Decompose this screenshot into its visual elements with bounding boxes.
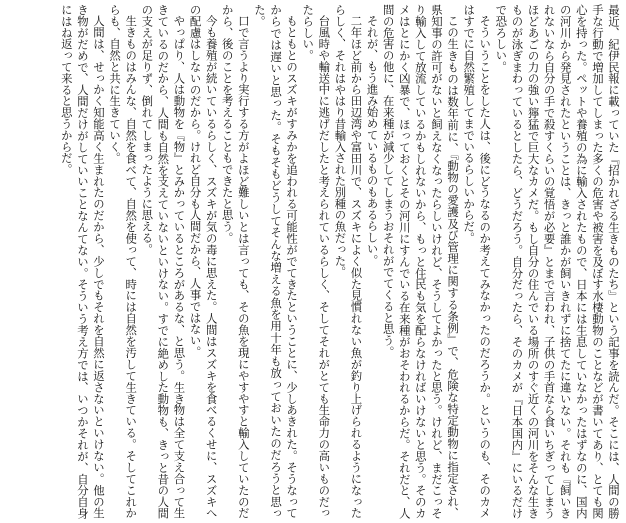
paragraph-6: 台風時や輸送中に逃げだしたと考えられているらしく、そしてそれがとても生命力の高いものだったらしい。 xyxy=(301,4,332,519)
paragraph-11: 生きものはみんな、自然を食べて、自然を使って、時には自然を汚して生きている。そしてこれからも、自然と共に生きていく。 xyxy=(108,4,139,519)
paragraph-2: そういうことをした人は、後にどうなるのか考えてみなかったのだろうか。というのも、そのカメはすでに自然繁殖してまでいるらしいからだ。 xyxy=(462,4,493,519)
paragraph-1: 最近、紀伊民報に載っていた『招かれざる生きものたち』という記事を読んだ。そこには、人間の勝手な行動で増加してしまった多くの危害や被害を及ぼす水棲動物のことなどが書いてあり、とても関心を持った。ペットや養殖の為に輸入されたもので、日本には生息していなかったはずなのに、国内の河川から発見されたということは、きっと誰かが飼いきれずに捨てたに違いない。それも『飼いきれないなら自分の手で殺すくらいの覚悟が必要』とまで言われ、子供の手首なら食いちぎってしまうほどあごの力の強い獰猛で巨大なカメだ。もし自分の住んでいる場所のすぐ近くの河川をそんな生きものが泳ぎまわっているとしたら、どうだろう。自分だったら、そのカメが『日本国内』にいるだけで恐ろしい。 xyxy=(494,4,621,519)
paragraph-8: 口で言うより実行する方がよほど難しいとは言っても、その魚を現にやすやすと輸入していたのだから、後のことを考えることもできたと思う。 xyxy=(220,4,251,519)
paragraph-12: 人間は、せっかく知能高く生まれたのだから、少しでもそれを自然に返さないといけない。他の生き物がだめで、人間だけがしていいことなんてない。そういう考え方では、いつかそれが、自分自身にはね返って来ると思うからだ。 xyxy=(59,4,106,519)
paragraph-5: 二年ほど前から田辺湾や富田川で、スズキによく似た見慣れない魚が釣り上げられるようになったらしく、それはやはり昔輸入された別種の魚だった。 xyxy=(333,4,364,519)
paragraph-7: もともとのスズキがすみかを追われる可能性がでてきたということに、少しあきれた。そうなってからでは遅いと思った。そもそもどうしてそんな増える魚を用十年も放っておいたのだろうと思った。 xyxy=(252,4,300,519)
essay-body xyxy=(4,4,622,519)
paragraph-10: やっぱり、人は動物を『物』とみかっているところがあるな、と思う。生き物は全て支え合って生きているのだから、人間も自然を支えていないといけない。すでに絶めした動物も、きっと昔の人間の支えが足りず、倒れてしまったように思える。 xyxy=(140,4,187,519)
paragraph-9: 今も養殖が続いているらしく、スズキが気の毒に思えた。人間はスズキを食べるくせに、スズキへの配慮はしないのだから。けれど自分も人間だから、人事ではない。 xyxy=(188,4,219,519)
paragraph-4: それが、もう進み始めているものもあるらしい。 xyxy=(365,15,380,267)
paragraph-3: この生きものは数年前に、『動物の愛護及び管理に関する条例』で、危険な特定動物に指定され、県知事の許可がないと飼えなくなったらしいけれど、そうしてよかったと思う。けれど、まだこっそり輸入して放流しているかもしれないから、もっと住民も気を配らなければいけないと思う。そのカメはとにかく凶暴で、ほっておくとその河川にすんでいる在来種がおそわれるからだ。それだと、人間の危害の他に、在来種が減少してしまうおそれがでてくると思う。 xyxy=(381,4,461,519)
